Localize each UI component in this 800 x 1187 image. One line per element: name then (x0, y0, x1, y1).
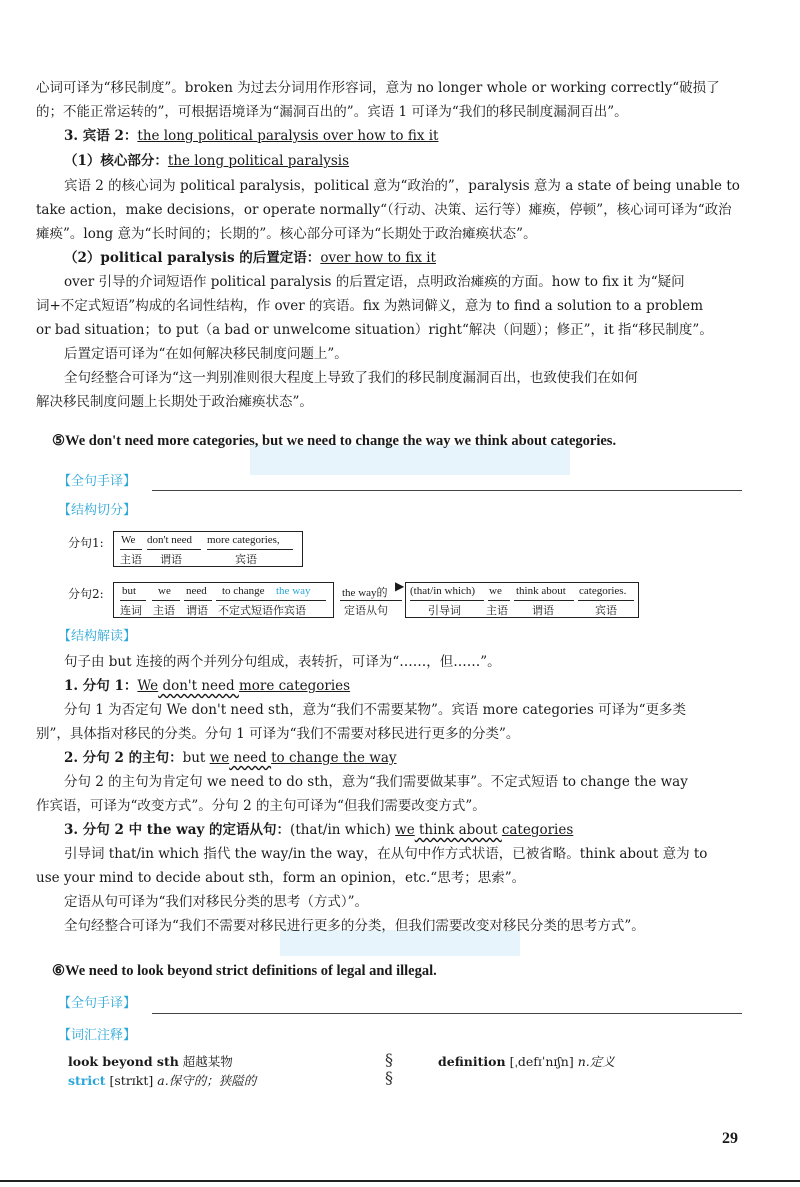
text-line: 全句经整合可译为“这一判别准则很大程度上导致了我们的移民制度漏洞百出，也致使我们在如何 (64, 370, 638, 386)
clause-1-role: 谓语 (160, 553, 182, 566)
tag-translate: 【全句手译】 (58, 996, 137, 1011)
text-line: 别”，具体指对移民的分类。分句 1 可译为“我们不需要对移民进行更多的分类”。 (36, 726, 520, 742)
clause-2-role: 不定式短语作宾语 (218, 604, 306, 617)
tag-structure-split: 【结构切分】 (58, 503, 137, 518)
heading-clause-2-main (64, 750, 397, 767)
relative-word: (that/in which) (410, 585, 476, 597)
vocab-word: look beyond sth (68, 1054, 179, 1069)
vocab-word: strict (68, 1073, 106, 1088)
clause-2-role: 谓语 (186, 604, 208, 617)
vocab-definition: a.保守的；狭隘的 (157, 1073, 257, 1088)
text-line: 解决移民制度问题上长期处于政治瘫痪状态”。 (36, 394, 313, 410)
clause-1-word: don't need (147, 534, 193, 546)
text-line: 的；不能正常运转的”，可根据语境译为“漏洞百出的”。宾语 1 可译为“我们的移民制度漏洞百出”。 (36, 104, 628, 120)
vocab-pronunciation: [ˌdefɪˈnɪʃn] (509, 1054, 574, 1069)
text-line: 心词可译为“移民制度”。broken 为过去分词用作形容词，意为 no longer whole or working correctly“破损了 (36, 80, 720, 96)
heading-phrase: the long political paralysis (167, 153, 350, 169)
subject: we (209, 750, 230, 766)
sentence-5: ⑤We don't need more categories, but we need to change the way we think about categories. (52, 433, 617, 449)
translation-blank[interactable] (152, 1013, 742, 1014)
text-line: 全句经整合可译为“我们不需要对移民进行更多的分类，但我们需要改变对移民分类的思考方式”。 (64, 918, 645, 934)
vocab-pronunciation: [strɪkt] (109, 1073, 154, 1088)
vocab-word: definition (438, 1054, 506, 1069)
text-line: take action，make decisions，or operate normally“（行动、决策、运行等）瘫痪，停顿”，核心词可译为“政治 (36, 202, 732, 218)
heading-postmodifier (64, 250, 436, 267)
tag-structure-explain: 【结构解读】 (58, 629, 137, 644)
heading-phrase: the long political paralysis over how to fix it (137, 128, 439, 144)
link-role: 定语从句 (344, 604, 388, 617)
relative-word: categories. (579, 585, 627, 597)
text-line: over 引导的介词短语作 political paralysis 的后置定语，点明政治瘫痪的方面。how to fix it 为“疑问 (64, 274, 685, 290)
heading-label: 2. 分句 2 的主句： (64, 750, 183, 766)
text-line: or bad situation；to put（a bad or unwelcome situation）right“解决（问题）；修正”，it 指“移民制度”。 (36, 322, 713, 338)
page-number: 29 (722, 1130, 738, 1147)
subject: We (137, 678, 159, 694)
relative-word: we (489, 585, 502, 597)
heading-phrase: over how to fix it (320, 250, 436, 266)
clause-2-word: to change (222, 585, 265, 597)
vocab-entry (68, 1073, 256, 1089)
object: categories (501, 822, 574, 838)
arrow-icon: ▶ (395, 579, 405, 593)
text-line: 引导词 that/in which 指代 the way/in the way，在从句中作方式状语，已被省略。think about 意为 to (64, 846, 708, 862)
divider-icon: § (385, 1068, 393, 1087)
text-line: 宾语 2 的核心词为 political paralysis，political 意为“政治的”，paralysis 意为 a state of being unable to (64, 178, 740, 194)
vocab-entry (438, 1054, 615, 1070)
clause-2-label: 分句2: (68, 587, 104, 601)
subject: we (395, 822, 415, 838)
relative-role: 宾语 (595, 604, 617, 617)
divider-icon: § (385, 1050, 393, 1069)
heading-core (64, 153, 349, 170)
text-line: 后置定语可译为“在如何解决移民制度问题上”。 (64, 346, 348, 362)
bottom-rule (0, 1180, 800, 1182)
clause-2-word: need (186, 585, 207, 597)
clause-2-word: we (158, 585, 171, 597)
heading-object-2 (64, 128, 438, 145)
text-line: 词+不定式短语”构成的名词性结构，作 over 的宾语。fix 为熟词僻义，意为 to find a solution to a problem (36, 298, 704, 314)
object: more categories (238, 678, 351, 694)
relative-role: 主语 (486, 604, 508, 617)
text-line: 瘫痪”。long 意为“长时间的；长期的”。核心部分可译为“长期处于政治瘫痪状态”。 (36, 226, 537, 242)
translation-blank[interactable] (152, 490, 742, 491)
clause-1-label: 分句1: (68, 536, 104, 550)
heading-label: （1）核心部分： (64, 153, 168, 169)
heading-label: 1. 分句 1： (64, 678, 138, 694)
conjunction: but (182, 750, 210, 766)
text-line: 作宾语，可译为“改变方式”。分句 2 的主句可译为“但我们需要改变方式”。 (36, 798, 486, 814)
text-line: 分句 1 为否定句 We don't need sth，意为“我们不需要某物”。宾语 more categories 可译为“更多类 (64, 702, 686, 718)
text-line: use your mind to decide about sth，form an opinion，etc.“思考；思索”。 (36, 870, 526, 886)
heading-label: 3. 宾语 2： (64, 128, 138, 144)
heading-clause-1 (64, 678, 350, 695)
text-line: 句子由 but 连接的两个并列分句组成，表转折，可译为“……，但……”。 (64, 654, 501, 670)
link-word: the way的 (342, 587, 388, 599)
clause-2-role: 主语 (153, 604, 175, 617)
tag-translate: 【全句手译】 (58, 474, 137, 489)
vocab-definition: n.定义 (577, 1054, 615, 1069)
relative-word: think about (516, 585, 566, 597)
predicate: need (229, 750, 272, 766)
text-line: 分句 2 的主句为肯定句 we need to do sth，意为“我们需要做某事”。不定式短语 to change the way (64, 774, 688, 790)
clause-1-word: We (121, 534, 136, 546)
tag-vocabulary: 【词汇注释】 (58, 1028, 137, 1043)
relative-role: 谓语 (532, 604, 554, 617)
sentence-6: ⑥We need to look beyond strict definitions of legal and illegal. (52, 963, 437, 979)
vocab-entry (68, 1054, 233, 1070)
clause-1-word: more categories, (207, 534, 280, 546)
text-line: 定语从句可译为“我们对移民分类的思考（方式）”。 (64, 894, 369, 910)
relative-role: 引导词 (428, 604, 461, 617)
heading-label: （2）political paralysis 的后置定语： (64, 250, 321, 266)
clause-1-role: 主语 (120, 553, 142, 566)
clause-2-antecedent: the way (276, 585, 311, 597)
relative-pronoun: (that/in which) (290, 822, 396, 838)
clause-2-role: 连词 (120, 604, 142, 617)
clause-2-word: but (122, 585, 137, 597)
heading-label: 3. 分句 2 中 the way 的定语从句： (64, 822, 291, 838)
predicate: think about (414, 822, 502, 838)
heading-relative-clause (64, 822, 573, 839)
predicate: don't need (158, 678, 239, 694)
clause-1-role: 宾语 (235, 553, 257, 566)
object: to change the way (271, 750, 397, 766)
vocab-definition: 超越某物 (182, 1054, 233, 1069)
